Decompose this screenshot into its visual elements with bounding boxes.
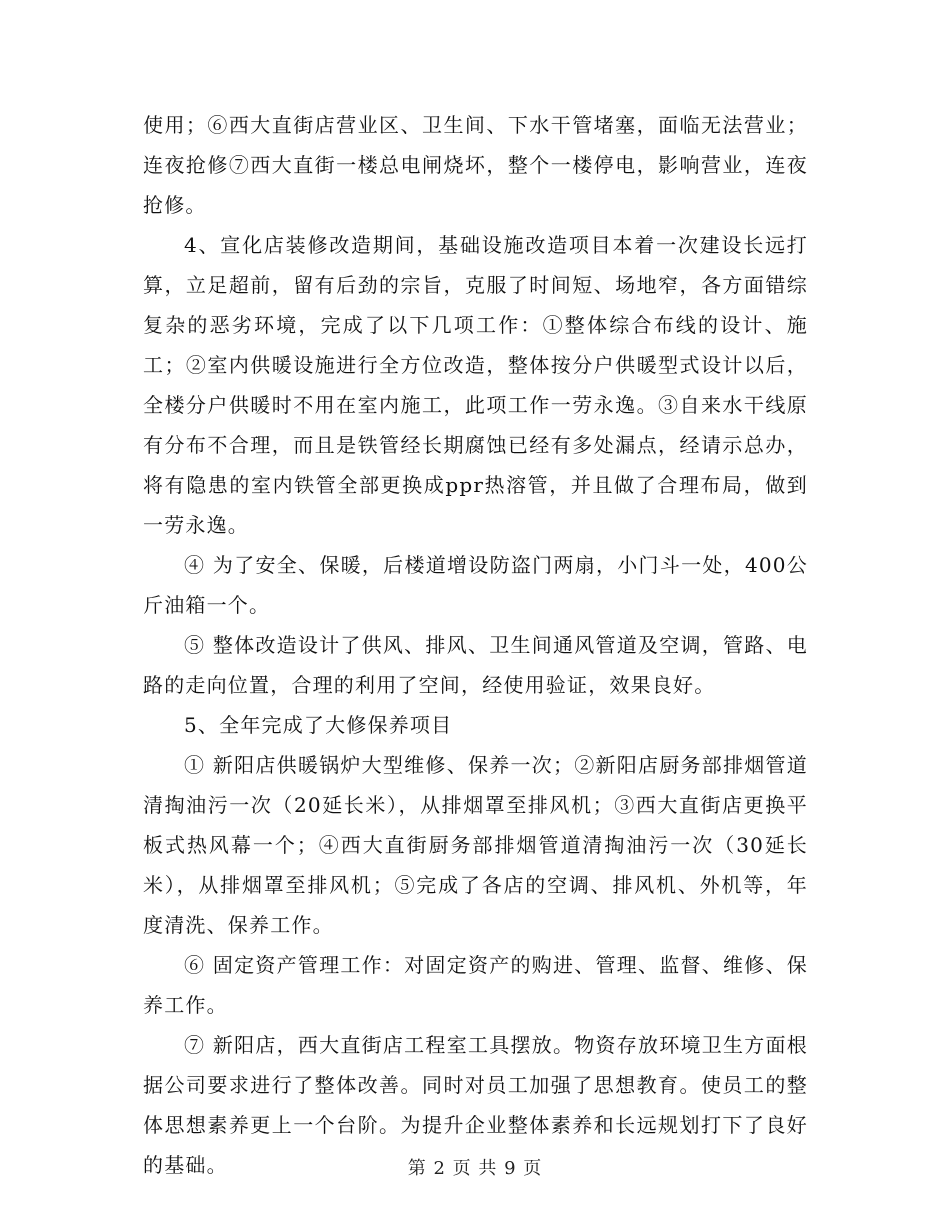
paragraph-subitem-5: ⑤ 整体改造设计了供风、排风、卫生间通风管道及空调，管路、电路的走向位置，合理的利用了空间，经使用验证，效果良好。 bbox=[143, 633, 808, 697]
paragraph-maintenance-list: ① 新阳店供暖锅炉大型维修、保养一次；②新阳店厨务部排烟管道清掏油污一次（20延长米），从排烟罩至排风机；③西大直街店更换平板式热风幕一个；④西大直街厨务部排烟管道清掏油污一次（30延长米），从排烟罩至排风机；⑤完成了各店的空调、排风机、外机等，年度清洗、保养工作。 bbox=[143, 753, 808, 937]
paragraph-tool-storage: ⑦ 新阳店，西大直街店工程室工具摆放。物资存放环境卫生方面根据公司要求进行了整体改善。同时对员工加强了思想教育。使员工的整体思想素养更上一个台阶。为提升企业整体素养和长远规划打下了良好的基础。 bbox=[143, 1033, 808, 1177]
paragraph-item-5-heading: 5、全年完成了大修保养项目 bbox=[184, 713, 453, 737]
paragraph-item-4: 4、宣化店装修改造期间，基础设施改造项目本着一次建设长远打算，立足超前，留有后劲的宗旨，克服了时间短、场地窄，各方面错综复杂的恶劣环境，完成了以下几项工作：①整体综合布线的设计、施工；②室内供暖设施进行全方位改造，整体按分户供暖型式设计以后，全楼分户供暖时不用在室内施工，此项工作一劳永逸。③自来水干线原有分布不合理，而且是铁管经长期腐蚀已经有多处漏点，经请示总办，将有隐患的室内铁管全部更换成ppr热溶管，并且做了合理布局，做到一劳永逸。 bbox=[143, 233, 808, 537]
document-body bbox=[143, 105, 808, 1185]
page-number-footer: 第 2 页 共 9 页 bbox=[407, 1158, 543, 1179]
paragraph-fixed-assets: ⑥ 固定资产管理工作：对固定资产的购进、管理、监督、维修、保养工作。 bbox=[143, 953, 808, 1017]
paragraph-subitem-4: ④ 为了安全、保暖，后楼道增设防盗门两扇，小门斗一处，400公斤油箱一个。 bbox=[143, 553, 808, 617]
paragraph-continuation: 使用；⑥西大直街店营业区、卫生间、下水干管堵塞，面临无法营业；连夜抢修⑦西大直街一楼总电闸烧坏，整个一楼停电，影响营业，连夜抢修。 bbox=[143, 113, 808, 217]
